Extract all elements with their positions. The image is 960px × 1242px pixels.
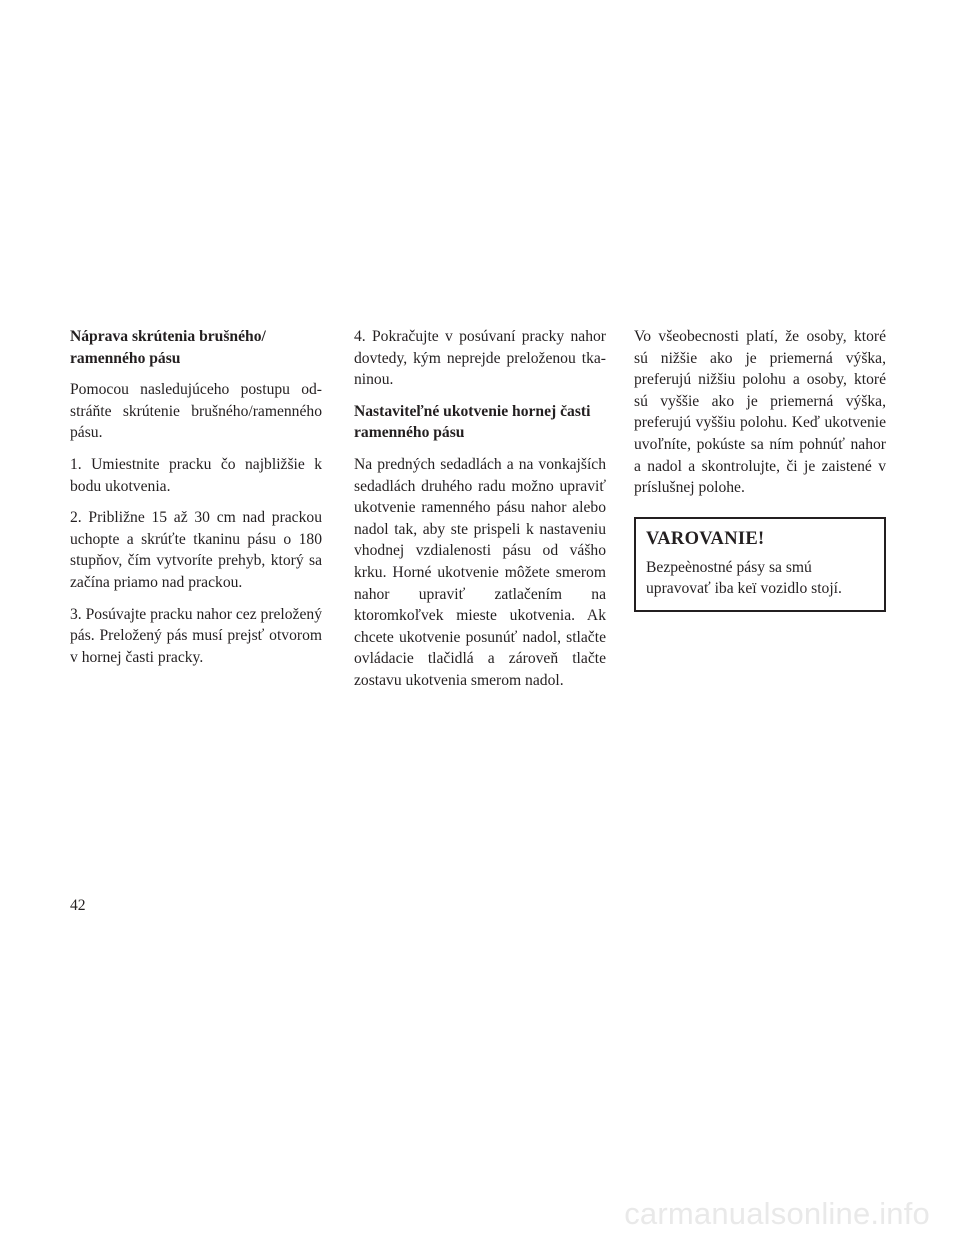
step-3-paragraph: 3. Posúvajte pracku nahor cez preložený pás. Preložený pás musí prejsť otvorom v hornej časti pracky.: [70, 605, 322, 666]
page-number: 42: [70, 897, 86, 914]
text-column-3: [634, 326, 886, 612]
watermark: carmanualsonline.info: [624, 1196, 930, 1231]
intro-paragraph: Pomocou nasledujúceho postupu odstráňte skrútenie brušného/ramenného pásu.: [70, 381, 322, 442]
height-preference-paragraph: Vo všeobecnosti platí, že osoby, ktoré sú nižšie ako je priemerná výška, preferujú nižšiu polohu a osoby, ktoré sú vyššie ako je priemerná výška, preferujú vyššiu polohu. Keď ukotvenie uvoľníte, pokúste sa ním pohnúť nahor a nadol a skontrolujte, či je zaistené v príslušnej polohe.: [634, 328, 886, 497]
step-2-paragraph: 2. Približne 15 až 30 cm nad prackou uchopte a skrúťte tkaninu pásu o 180 stupňov, čím vytvoríte prehyb, ktorý sa začína priamo nad prackou.: [70, 509, 322, 591]
step-4-paragraph: 4. Pokračujte v posúvaní pracky nahor dovtedy, kým neprejde preloženou tkaninou.: [354, 328, 606, 389]
section-heading-twist-correction: Náprava skrútenia brušného/ ramenného pásu: [70, 328, 266, 367]
warning-text: Bezpeènostné pásy sa smú upravovať iba keï vozidlo stojí.: [646, 558, 842, 598]
section-heading-adjustable-anchor: Nastaviteľné ukotvenie hornej časti ramenného pásu: [354, 402, 591, 442]
warning-box: [634, 517, 886, 612]
anchor-adjustment-paragraph: Na predných sedadlách a na vonkajších sedadlách druhého radu možno upraviť ukotvenie ramenného pásu nahor alebo nadol tak, aby ste prispeli k nastaveniu vhodnej vzdialenosti pásu od vášho krku. Horné ukotvenie môžete smerom nahor upraviť zatlačením na ktoromkoľvek mieste ukotvenia. Ak chcete ukotvenie posunúť nadol, stlačte ovládacie tlačidlá a zároveň tlačte zostavu ukotvenia smerom nadol.: [354, 455, 606, 689]
warning-title: VAROVANIE!: [646, 528, 765, 549]
text-column-1: [70, 326, 322, 678]
step-1-paragraph: 1. Umiestnite pracku čo najbližšie k bodu ukotvenia.: [70, 455, 322, 495]
text-column-2: [354, 326, 606, 702]
